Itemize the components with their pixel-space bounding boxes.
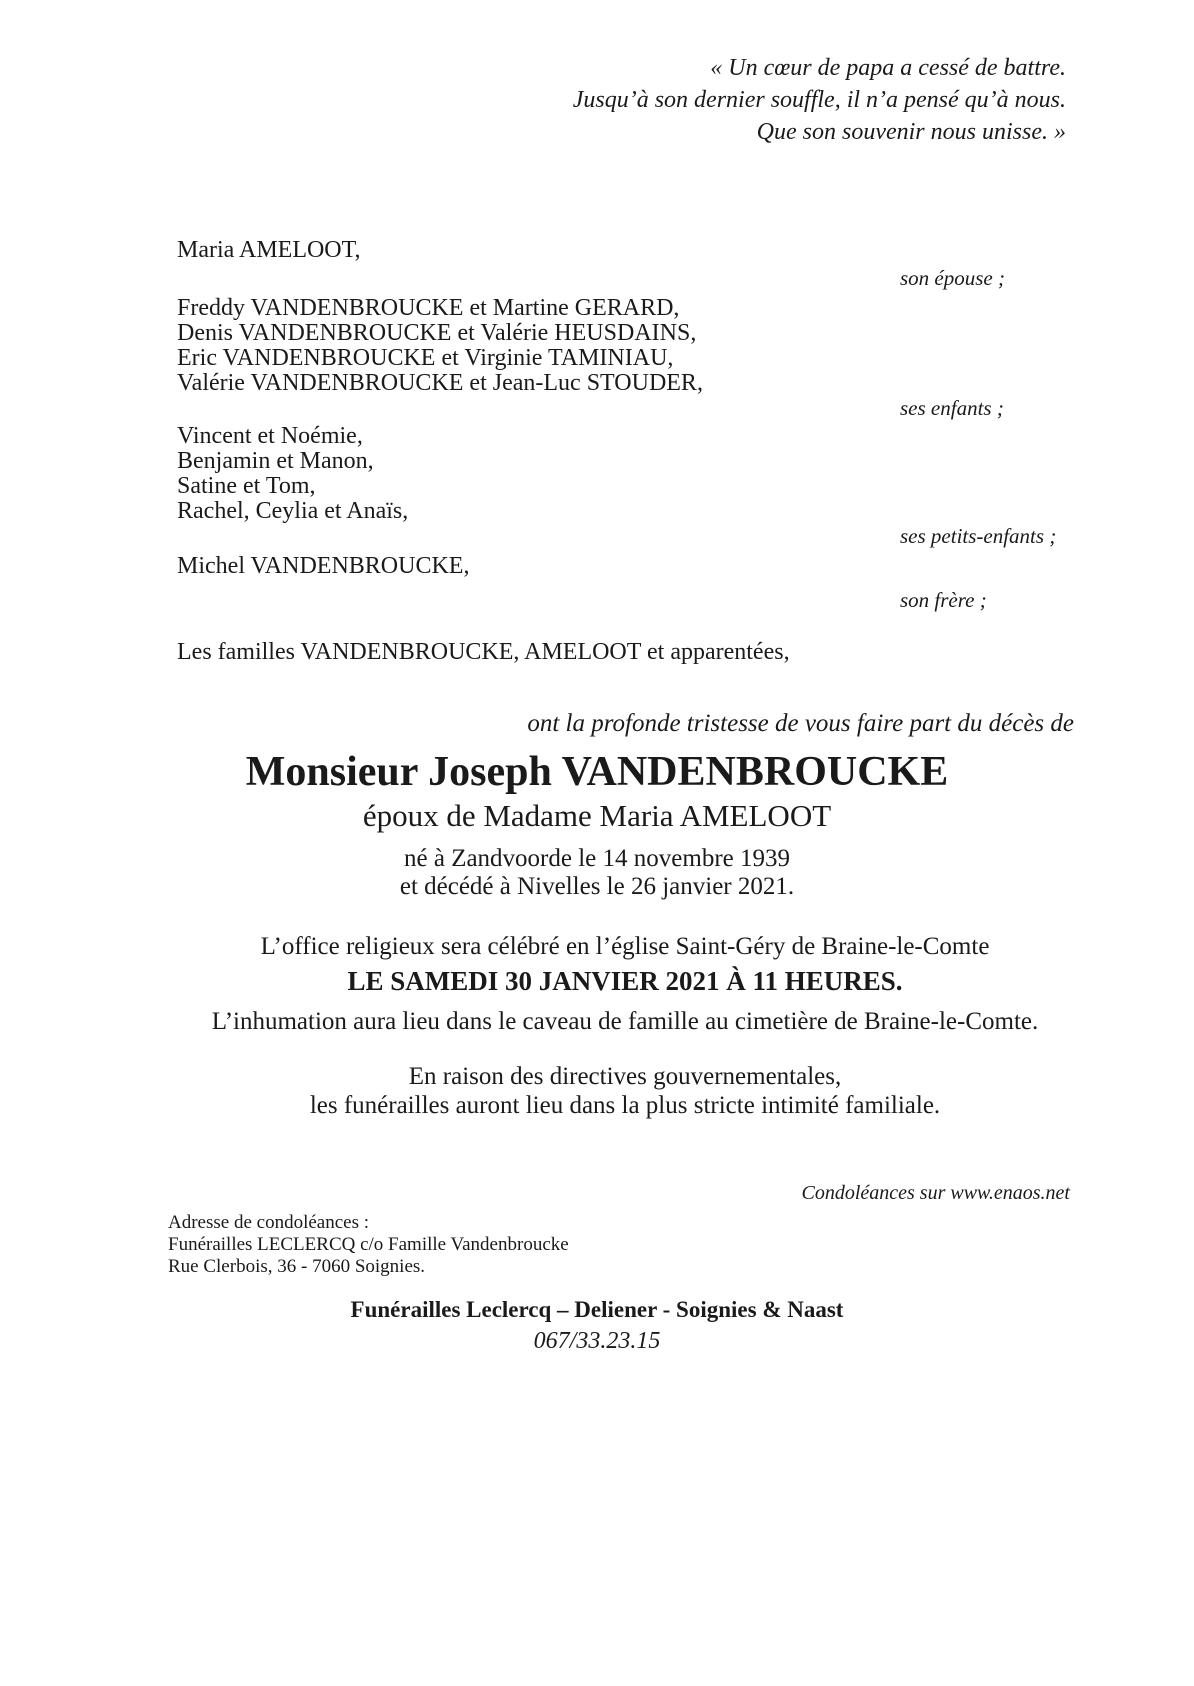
announcement-line: ont la profonde tristesse de vous faire part du décès de — [527, 710, 1074, 737]
child-name-3: Eric VANDENBROUCKE et Virginie TAMINIAU, — [177, 345, 674, 371]
epigraph-line-2: Jusqu’à son dernier souffle, il n’a pensé qu’à nous. — [572, 87, 1066, 113]
grandchild-name-4: Rachel, Ceylia et Anaïs, — [177, 498, 409, 524]
funeral-home-phone: 067/33.23.15 — [533, 1328, 661, 1354]
relation-label-brother: son frère ; — [900, 588, 987, 612]
brother-name: Michel VANDENBROUCKE, — [177, 553, 470, 579]
grandchild-name-2: Benjamin et Manon, — [177, 448, 374, 474]
child-name-2: Denis VANDENBROUCKE et Valérie HEUSDAINS, — [177, 320, 697, 346]
deceased-dates — [0, 845, 1194, 901]
grandchild-name-3: Satine et Tom, — [177, 473, 316, 499]
death-line: et décédé à Nivelles le 26 janvier 2021. — [399, 873, 795, 900]
birth-line: né à Zandvoorde le 14 novembre 1939 — [404, 845, 790, 872]
epigraph-line-3: Que son souvenir nous unisse. » — [756, 119, 1066, 145]
relation-label-grandchildren: ses petits-enfants ; — [900, 524, 1057, 548]
deceased-name-title: Monsieur Joseph VANDENBROUCKE — [245, 749, 949, 795]
ceremony-datetime-line: LE SAMEDI 30 JANVIER 2021 À 11 HEURES. — [347, 966, 903, 996]
covid-line-2: les funérailles auront lieu dans la plus stricte intimité familiale. — [309, 1092, 941, 1119]
covid-restrictions-note — [56, 1062, 1194, 1120]
relation-label-spouse: son épouse ; — [900, 266, 1005, 290]
child-name-4: Valérie VANDENBROUCKE et Jean-Luc STOUDER, — [177, 370, 703, 396]
burial-line: L’inhumation aura lieu dans le caveau de famille au cimetière de Braine-le-Comte. — [211, 1008, 1039, 1035]
grandchild-name-1: Vincent et Noémie, — [177, 423, 363, 449]
condolences-address-line-1: Funérailles LECLERCQ c/o Famille Vandenbroucke — [168, 1234, 569, 1255]
deceased-spouse-subtitle: époux de Madame Maria AMELOOT — [362, 798, 832, 833]
condolences-address-line-2: Rue Clerbois, 36 - 7060 Soignies. — [168, 1256, 426, 1277]
funeral-home-line: Funérailles Leclercq – Deliener - Soignies & Naast — [350, 1297, 844, 1322]
condolences-address-block — [168, 1212, 569, 1278]
relation-label-children: ses enfants ; — [900, 396, 1004, 420]
condolences-address-title: Adresse de condoléances : — [168, 1212, 370, 1233]
online-condolences-line: Condoléances sur www.enaos.net — [801, 1182, 1070, 1204]
families-line: Les familles VANDENBROUCKE, AMELOOT et apparentées, — [177, 639, 790, 665]
epigraph-line-1: « Un cœur de papa a cessé de battre. — [710, 55, 1066, 81]
child-name-1: Freddy VANDENBROUCKE et Martine GERARD, — [177, 295, 680, 321]
religious-office-line: L’office religieux sera célébré en l’église Saint-Géry de Braine-le-Comte — [260, 933, 990, 960]
epigraph-quote — [0, 52, 1194, 148]
covid-line-1: En raison des directives gouvernementales, — [408, 1063, 842, 1090]
spouse-name: Maria AMELOOT, — [177, 237, 361, 263]
